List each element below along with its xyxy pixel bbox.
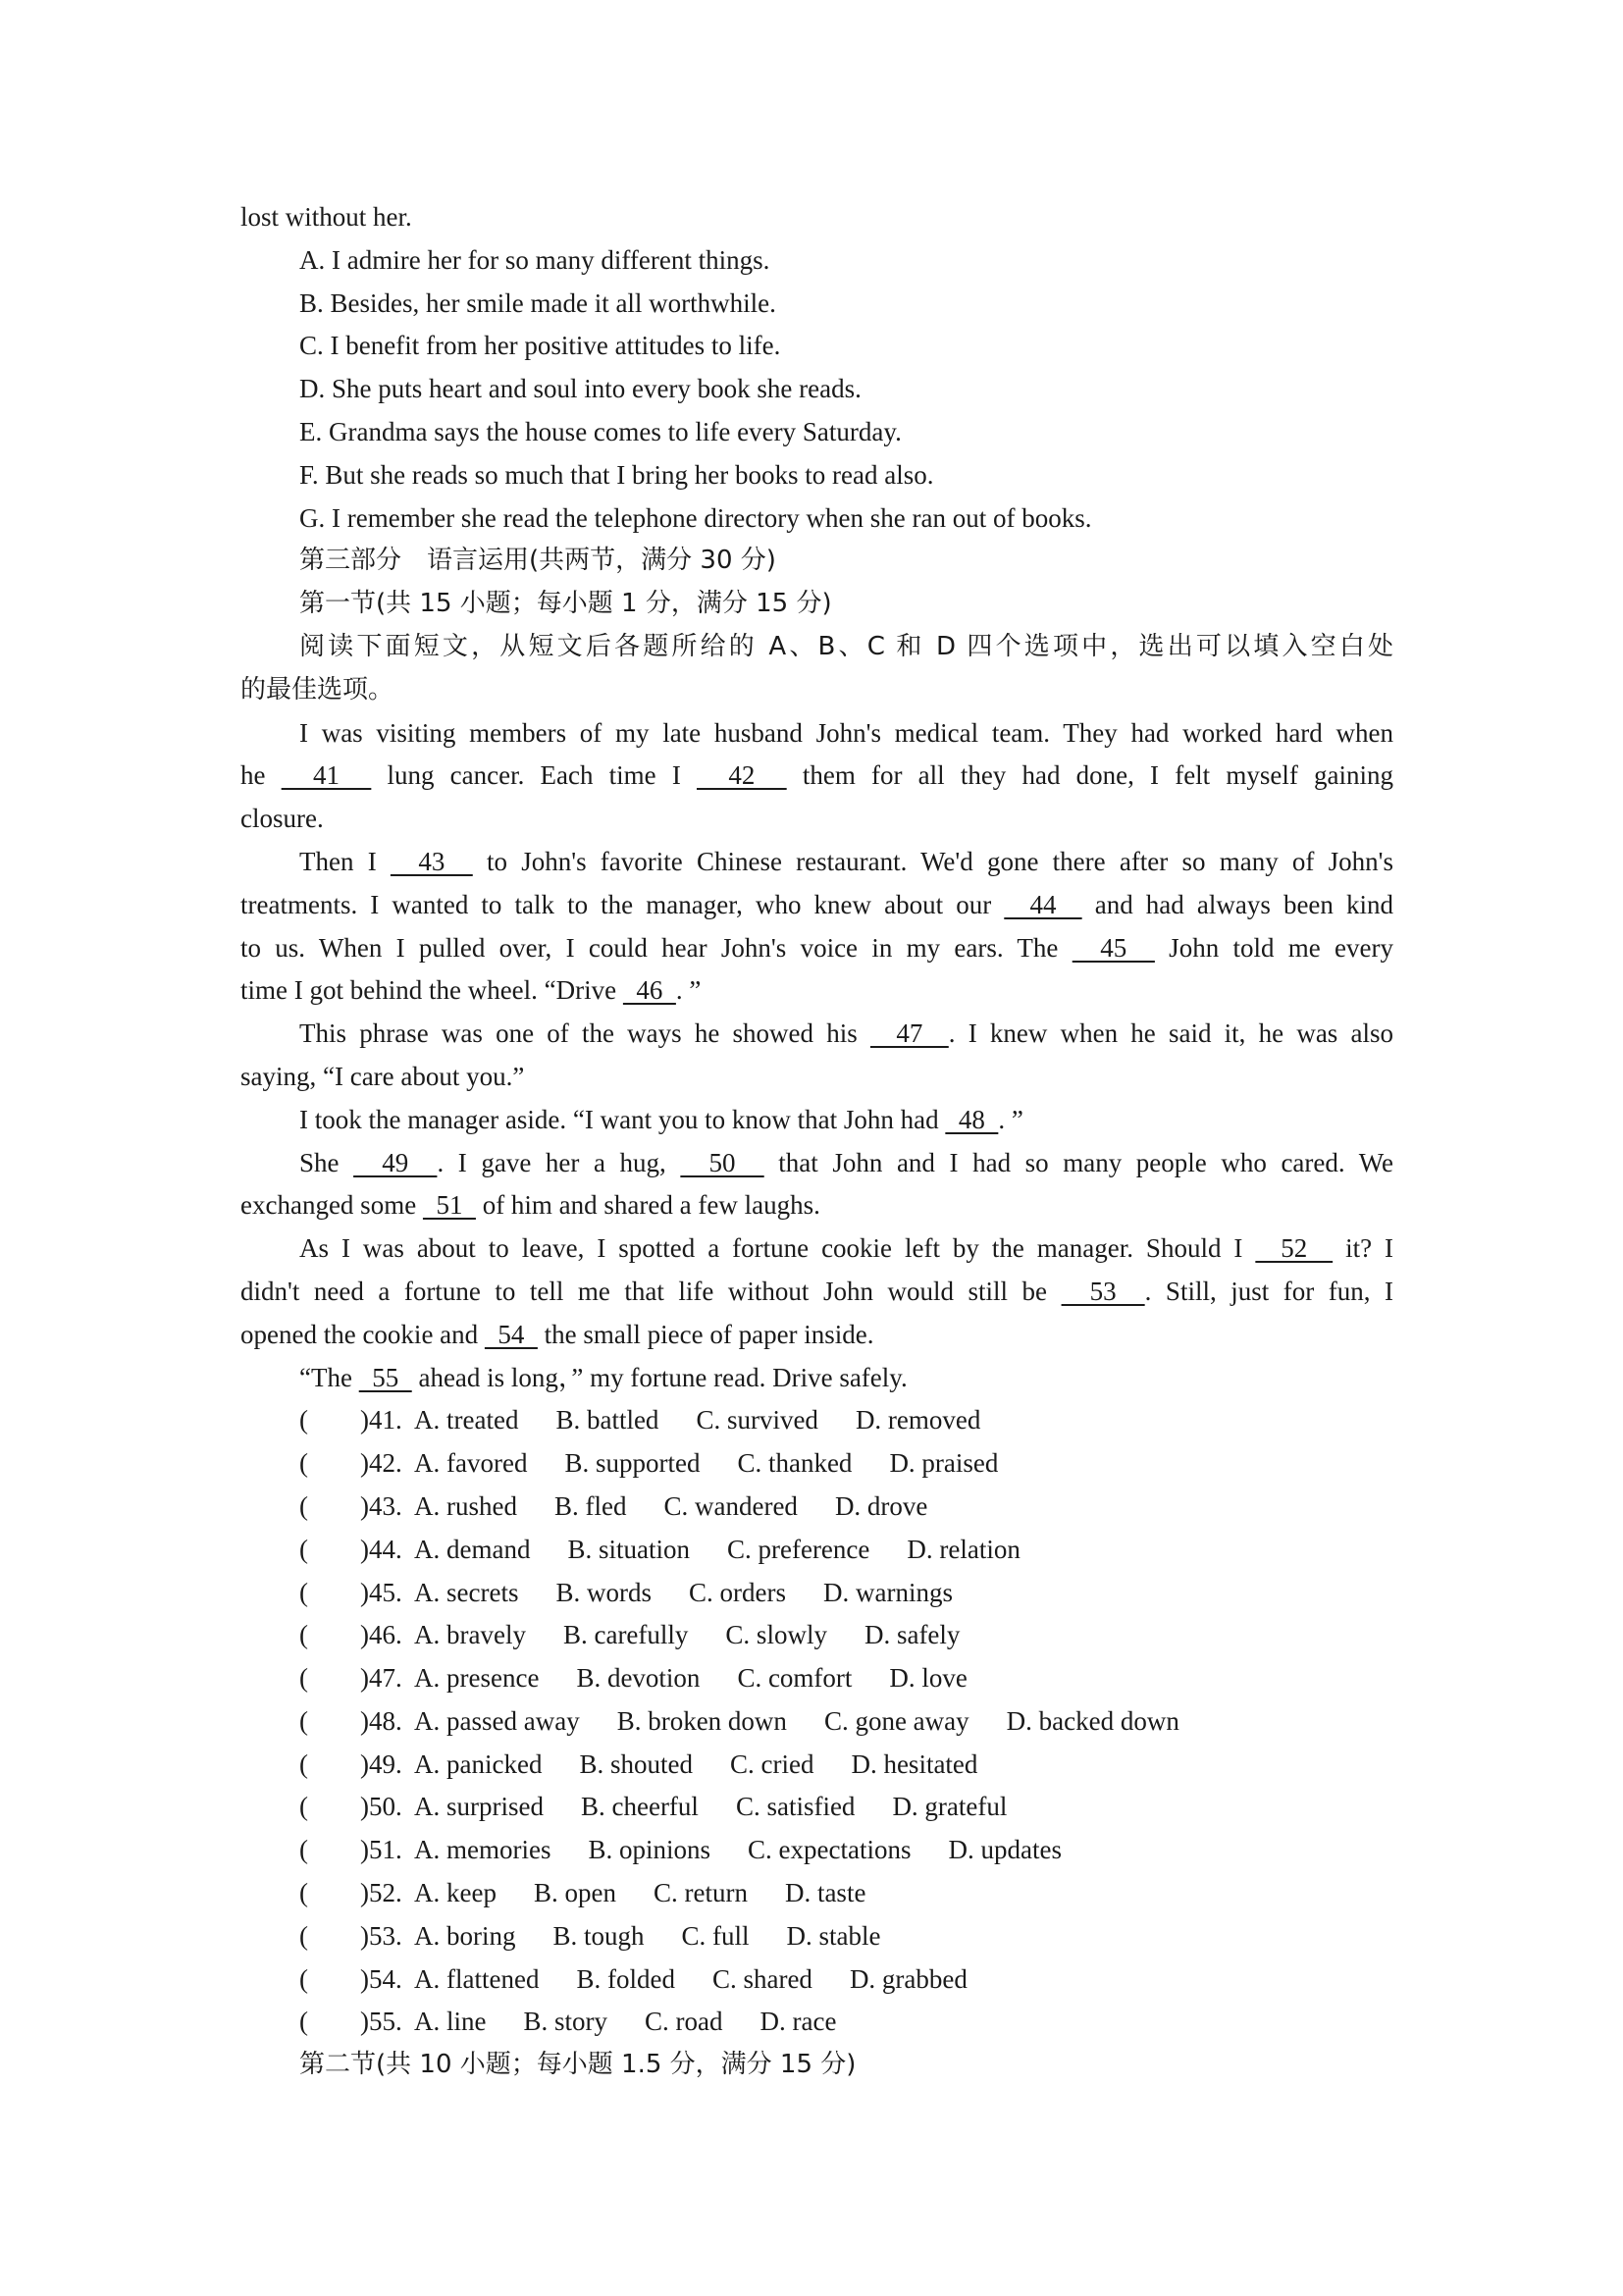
answer-option: B. words [555,1577,652,1607]
answer-option: C. full [681,1920,750,1951]
passage-text: to John's favorite Chinese restaurant. We'd gone there after so many of John's [472,846,1394,876]
answer-option: D. updates [948,1835,1062,1865]
option-f: F. But she reads so much that I bring her books to read also. [299,459,934,490]
question-row [240,1486,1393,1529]
question-list [240,1399,1393,2044]
blank-52: 52 [1255,1233,1334,1264]
carryover-text: lost without her. [240,202,412,232]
answer-option: A. flattened [414,1963,540,1994]
passage-line [240,1013,1393,1056]
passage-line: saying, “I care about you.” [240,1061,525,1091]
answer-option: D. removed [855,1405,981,1435]
instruction-line-2: 的最佳选项。 [240,674,394,704]
answer-option: C. shared [711,1963,812,1994]
question-row [240,1872,1393,1915]
answer-option: A. boring [414,1920,516,1951]
question-row [240,1399,1393,1442]
answer-option: B. situation [567,1534,690,1564]
answer-bracket[interactable]: ( [299,1705,308,1736]
answer-option: B. story [523,2007,608,2037]
blank-45: 45 [1072,932,1155,963]
passage-line [240,969,1393,1013]
blank-54: 54 [484,1319,538,1349]
answer-option: C. gone away [823,1705,969,1736]
passage-text: of him and shared a few laughs. [475,1190,820,1221]
answer-option: A. keep [414,1878,497,1908]
question-row [240,1958,1393,2002]
answer-bracket[interactable]: ( [299,1663,308,1694]
answer-option: A. treated [414,1405,519,1435]
answer-option: D. backed down [1006,1705,1179,1736]
passage-text: to us. When I pulled over, I could hear John's voice in my ears. The [240,932,1073,963]
answer-option: C. road [645,2007,723,2037]
passage-text: he [240,760,282,791]
question-number: )44. [360,1534,402,1564]
passage-line: closure. [240,804,324,834]
question-number: )51. [360,1835,402,1865]
answer-bracket[interactable]: ( [299,1835,308,1865]
answer-option: A. passed away [414,1705,580,1736]
question-row [240,1442,1393,1486]
blank-55: 55 [358,1362,412,1392]
question-row [240,1786,1393,1829]
answer-option: A. favored [414,1448,528,1479]
blank-42: 42 [697,760,787,791]
answer-bracket[interactable]: ( [299,1405,308,1435]
answer-option: D. love [889,1663,968,1694]
blank-46: 46 [622,975,676,1006]
answer-option: D. warnings [822,1577,953,1607]
passage-line [240,927,1393,970]
answer-option: B. supported [564,1448,701,1479]
question-number: )43. [360,1490,402,1521]
answer-bracket[interactable]: ( [299,1534,308,1564]
passage-line [240,1099,1393,1142]
answer-option: C. satisfied [735,1792,856,1822]
answer-option: B. open [533,1878,616,1908]
passage-text: that John and I had so many people who cared. We [763,1147,1394,1177]
blank-53: 53 [1061,1276,1145,1306]
question-number: )48. [360,1705,402,1736]
answer-option: C. wandered [663,1490,798,1521]
blank-49: 49 [353,1147,438,1177]
answer-option: B. tough [552,1920,645,1951]
passage-text: I took the manager aside. “I want you to know that John had [299,1104,946,1134]
blank-47: 47 [869,1018,949,1049]
answer-option: C. return [653,1878,748,1908]
answer-bracket[interactable]: ( [299,1748,308,1779]
answer-option: A. secrets [414,1577,519,1607]
option-c: C. I benefit from her positive attitudes to life. [299,331,781,361]
answer-bracket[interactable]: ( [299,2007,308,2037]
answer-option: B. shouted [579,1748,693,1779]
answer-option: D. relation [907,1534,1021,1564]
question-row [240,1700,1393,1744]
passage-text: them for all they had done, I felt myself gaining [786,760,1393,791]
section2-heading: 第二节(共 10 小题；每小题 1.5 分，满分 15 分) [299,2050,857,2080]
question-row [240,1829,1393,1872]
passage-text: it? I [1333,1233,1394,1264]
answer-bracket[interactable]: ( [299,1577,308,1607]
answer-bracket[interactable]: ( [299,1878,308,1908]
answer-option: A. demand [414,1534,531,1564]
passage-text: and had always been kind [1081,889,1393,919]
passage-text: This phrase was one of the ways he showed his [299,1018,870,1049]
passage-text: I was visiting members of my late husband John's medical team. They had worked hard when [299,717,1393,748]
answer-option: C. expectations [748,1835,912,1865]
question-row [240,1744,1393,1787]
option-b: B. Besides, her smile made it all worthwhile. [299,287,776,318]
question-number: )49. [360,1748,402,1779]
answer-option: D. grateful [892,1792,1008,1822]
exam-page [240,196,1393,2087]
answer-option: C. thanked [737,1448,853,1479]
answer-option: A. presence [414,1663,540,1694]
passage-line [240,1271,1393,1314]
passage-text: John told me every [1154,932,1394,963]
passage-line [240,884,1393,927]
passage-line [240,755,1393,798]
question-number: )55. [360,2007,402,2037]
answer-option: A. surprised [414,1792,544,1822]
answer-option: A. bravely [414,1620,526,1650]
question-row [240,1915,1393,1958]
blank-43: 43 [390,846,473,876]
passage-line [240,1142,1393,1185]
answer-option: B. opinions [588,1835,711,1865]
option-a: A. I admire her for so many different things. [299,244,770,275]
answer-bracket[interactable]: ( [299,1920,308,1951]
passage-text: . ” [675,975,702,1006]
passage-text: “The [299,1362,359,1392]
question-number: )53. [360,1920,402,1951]
answer-option: B. carefully [562,1620,689,1650]
question-row [240,1614,1393,1657]
answer-option: C. orders [688,1577,786,1607]
question-number: )45. [360,1577,402,1607]
blank-50: 50 [680,1147,764,1177]
passage-line [240,1184,1393,1227]
answer-option: C. comfort [737,1663,853,1694]
question-row [240,1529,1393,1572]
passage-text: time I got behind the wheel. “Drive [240,975,623,1006]
passage-text: didn't need a fortune to tell me that life without John would still be [240,1276,1062,1306]
answer-option: B. battled [555,1405,659,1435]
option-g: G. I remember she read the telephone directory when she ran out of books. [299,502,1092,533]
blank-41: 41 [281,760,372,791]
answer-option: B. cheerful [580,1792,699,1822]
passage-text: treatments. I wanted to talk to the manager, who knew about our [240,889,1005,919]
question-row [240,2001,1393,2044]
answer-option: D. praised [889,1448,999,1479]
instruction-line-1: 阅读下面短文，从短文后各题所给的 A、B、C 和 D 四个选项中，选出可以填入空白处 [299,631,1393,661]
passage-line [240,1314,1393,1357]
passage-line [240,1227,1393,1271]
answer-option: B. fled [553,1490,627,1521]
answer-option: A. rushed [414,1490,517,1521]
passage-text: . I knew when he said it, he was also [948,1018,1394,1049]
passage-text: . ” [998,1104,1023,1134]
passage-line [240,1357,1393,1400]
answer-option: D. hesitated [851,1748,978,1779]
answer-option: A. panicked [414,1748,543,1779]
question-row [240,1657,1393,1700]
option-e: E. Grandma says the house comes to life every Saturday. [299,416,902,446]
answer-bracket[interactable]: ( [299,1620,308,1650]
passage-text: the small piece of paper inside. [537,1319,874,1349]
section1-heading: 第一节(共 15 小题；每小题 1 分，满分 15 分) [299,589,832,619]
blank-48: 48 [945,1104,999,1134]
passage-text: . I gave her a hug, [437,1147,681,1177]
blank-51: 51 [422,1190,476,1221]
question-number: )50. [360,1792,402,1822]
passage-line [240,712,1393,756]
answer-option: D. race [759,2007,837,2037]
passage-text: She [299,1147,354,1177]
passage-text: exchanged some [240,1190,423,1221]
answer-option: B. folded [576,1963,675,1994]
passage-text: opened the cookie and [240,1319,485,1349]
question-number: )42. [360,1448,402,1479]
part3-heading: 第三部分 语言运用(共两节，满分 30 分) [299,546,776,576]
answer-option: A. memories [414,1835,551,1865]
passage-text: Then I [299,846,391,876]
passage-text: . Still, just for fun, I [1144,1276,1394,1306]
answer-option: C. slowly [725,1620,827,1650]
question-number: )41. [360,1405,402,1435]
answer-bracket[interactable]: ( [299,1490,308,1521]
question-number: )52. [360,1878,402,1908]
answer-bracket[interactable]: ( [299,1792,308,1822]
answer-option: D. stable [786,1920,881,1951]
option-d: D. She puts heart and soul into every book she reads. [299,374,862,404]
passage-text: lung cancer. Each time I [371,760,697,791]
answer-option: B. devotion [576,1663,701,1694]
question-row [240,1572,1393,1615]
answer-option: B. broken down [616,1705,787,1736]
question-number: )54. [360,1963,402,1994]
answer-option: D. drove [834,1490,928,1521]
answer-option: A. line [414,2007,487,2037]
answer-option: D. safely [864,1620,961,1650]
answer-bracket[interactable]: ( [299,1963,308,1994]
answer-option: D. grabbed [849,1963,968,1994]
question-number: )46. [360,1620,402,1650]
answer-bracket[interactable]: ( [299,1448,308,1479]
answer-option: C. preference [726,1534,870,1564]
passage-line [240,841,1393,884]
answer-option: C. survived [696,1405,818,1435]
blank-44: 44 [1004,889,1082,919]
passage-text: ahead is long，” my fortune read. Drive safely. [411,1362,908,1392]
passage-text: As I was about to leave, I spotted a fortune cookie left by the manager. Should I [299,1233,1256,1264]
question-number: )47. [360,1663,402,1694]
answer-option: D. taste [784,1878,866,1908]
answer-option: C. cried [729,1748,814,1779]
